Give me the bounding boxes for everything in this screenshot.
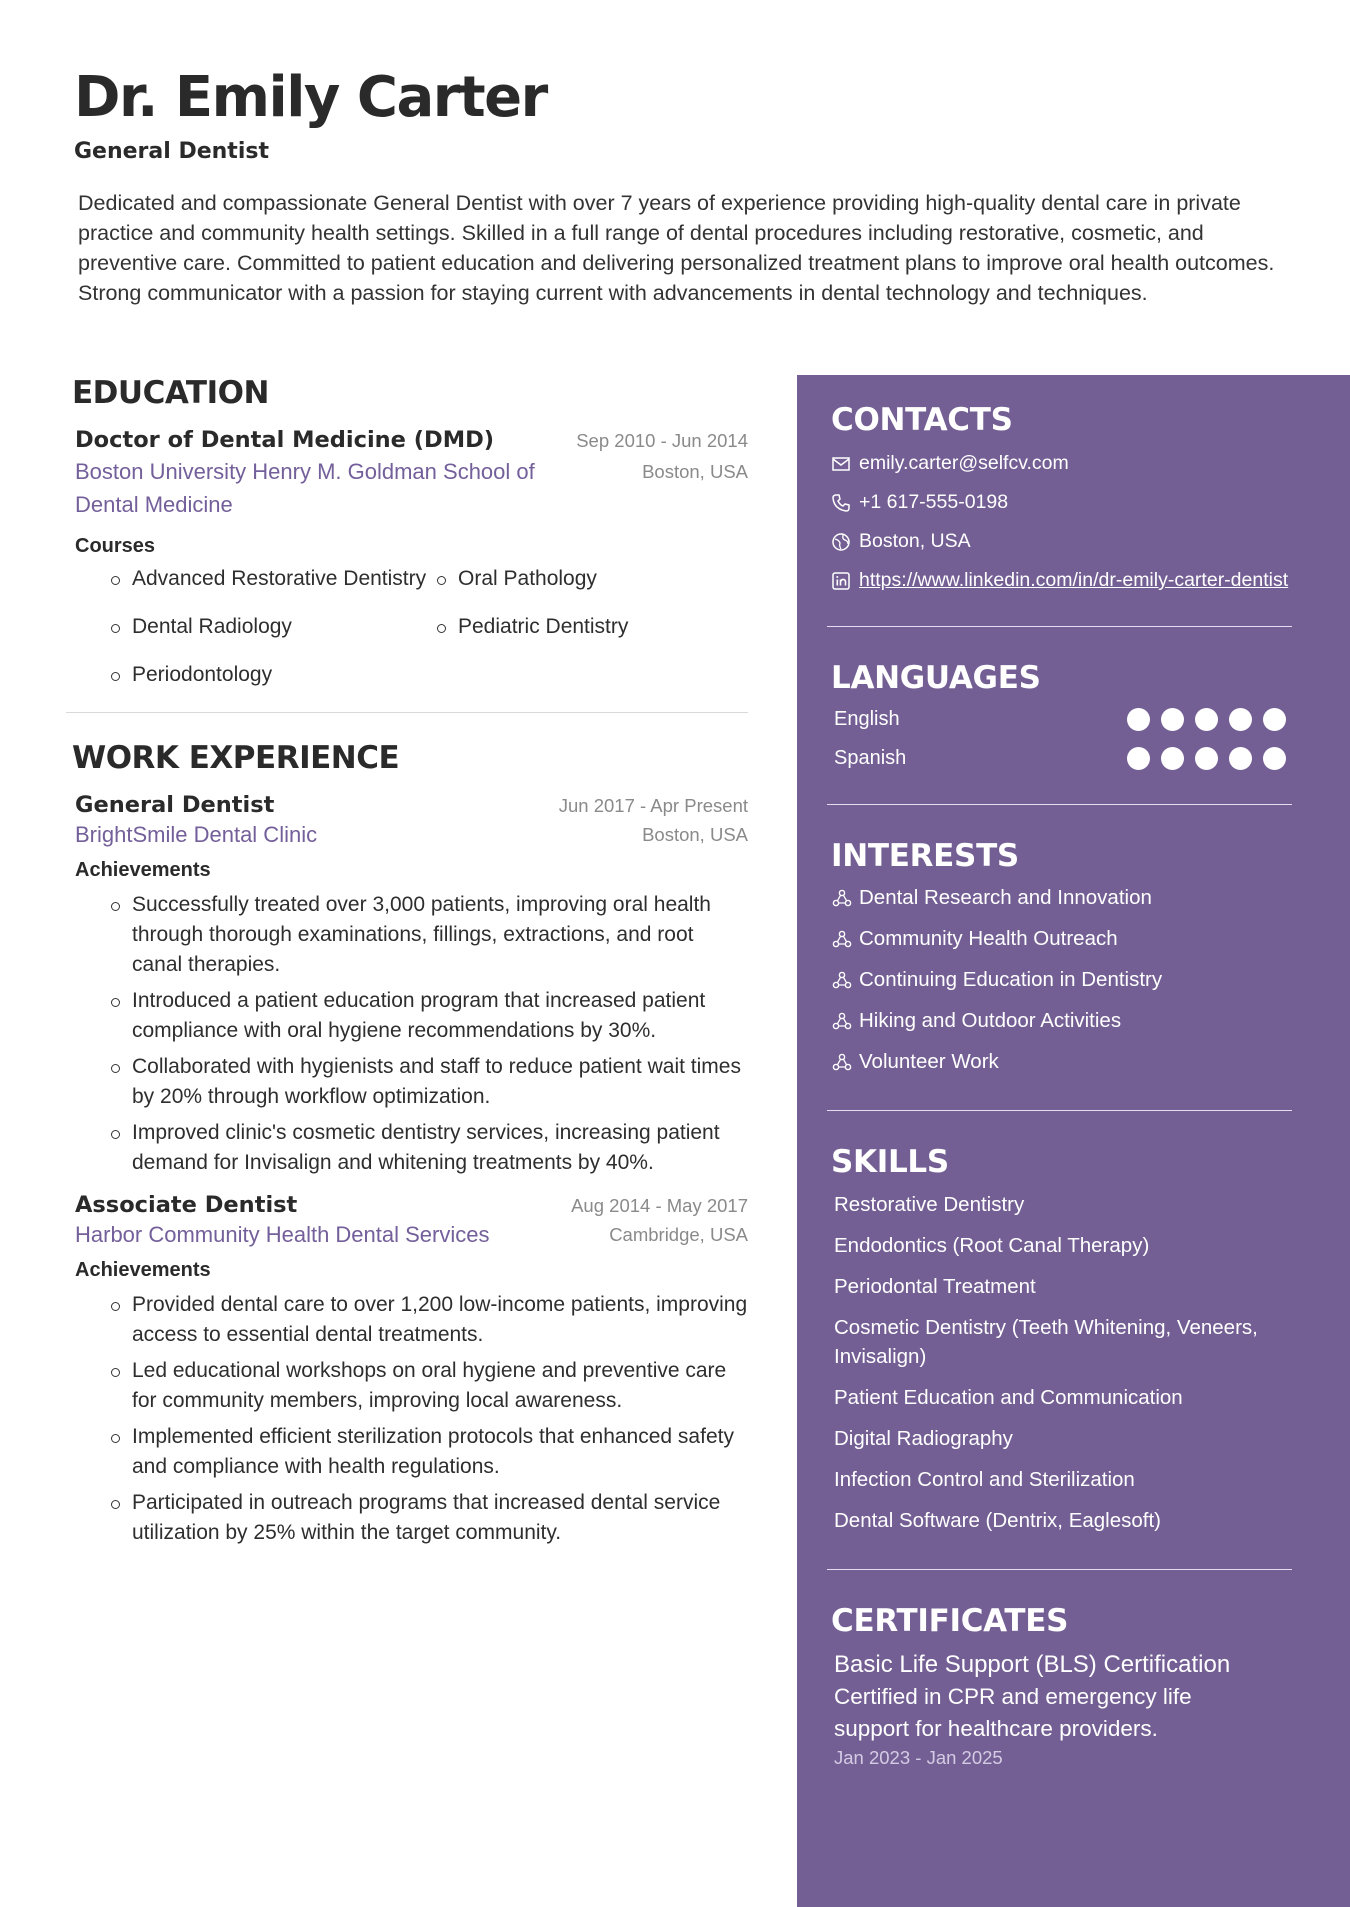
interest-label: Continuing Education in Dentistry [859,968,1163,991]
contacts-heading: CONTACTS [831,402,1013,438]
course-item: Oral Pathology [437,564,737,594]
network-icon [831,887,853,909]
globe-icon [831,532,851,552]
contacts-section [831,402,1350,594]
location-text: Boston, USA [859,530,971,552]
language-level-dots [1127,747,1286,770]
skill-item: Dental Software (Dentrix, Eaglesoft) [834,1509,1161,1532]
linkedin-icon [831,571,851,591]
language-name: English [834,708,900,730]
linkedin-link[interactable]: https://www.linkedin.com/in/dr-emily-carter-dentist [859,569,1289,591]
email-text: emily.carter@selfcv.com [859,452,1069,474]
certificates-section [831,1603,1350,1769]
languages-heading: LANGUAGES [831,660,1041,696]
achievement-item: Improved clinic's cosmetic dentistry services, increasing patient demand for Invisalign and whitening treatments by 40%. [111,1118,748,1178]
sidebar-divider [827,804,1292,805]
achievements-label: Achievements [75,859,211,881]
profile-summary: Dedicated and compassionate General Dentist with over 7 years of experience providing high-quality dental care in private practice and community health settings. Skilled in a full range of dental procedures including restorative, cosmetic, and preventive care. Committed to patient education and delivering personalized treatment plans to improve oral health outcomes. Strong communicator with a passion for staying current with advancements in dental technology and techniques. [78,191,1275,305]
course-item: Periodontology [111,660,437,690]
level-dot [1161,708,1184,731]
job-dates: Aug 2014 - May 2017 [571,1195,748,1216]
skill-item: Patient Education and Communication [834,1386,1183,1409]
network-icon [831,1051,853,1073]
phone-icon [831,493,851,513]
achievement-item: Participated in outreach programs that increased dental service utilization by 25% within the target community. [111,1488,748,1548]
achievement-item: Led educational workshops on oral hygiene and preventive care for community members, improving local awareness. [111,1356,748,1416]
sidebar-divider [827,1569,1292,1570]
course-item: Dental Radiology [111,612,437,642]
certificate-description: Certified in CPR and emergency life support for healthcare providers. [834,1684,1192,1741]
interests-heading: INTERESTS [831,838,1019,874]
level-dot [1263,747,1286,770]
interest-item [831,925,1350,953]
certificates-heading: CERTIFICATES [831,1603,1069,1639]
job-location: Cambridge, USA [609,1224,748,1245]
level-dot [1263,708,1286,731]
language-row [831,708,1286,731]
language-name: Spanish [834,747,907,769]
network-icon [831,969,853,991]
interest-item [831,1048,1350,1076]
section-divider [66,712,748,713]
degree-title: Doctor of Dental Medicine (DMD) [75,427,495,453]
level-dot [1195,747,1218,770]
skill-item: Restorative Dentistry [834,1193,1025,1216]
level-dot [1127,708,1150,731]
skills-heading: SKILLS [831,1144,949,1180]
skill-item: Digital Radiography [834,1427,1013,1450]
achievements-list [75,890,748,1178]
courses-label: Courses [75,535,156,557]
school-name: Boston University Henry M. Goldman School of Dental Medicine [75,459,535,517]
skill-item: Infection Control and Sterilization [834,1468,1135,1491]
achievement-item: Introduced a patient education program that increased patient compliance with oral hygiene recommendations by 30%. [111,986,748,1046]
education-dates: Sep 2010 - Jun 2014 [576,430,748,451]
main-column [68,375,748,1554]
skill-item: Endodontics (Root Canal Therapy) [834,1234,1150,1257]
network-icon [831,1010,853,1032]
contact-phone[interactable] [831,489,1350,516]
job-role: General Dentist [75,792,275,818]
phone-text: +1 617-555-0198 [859,491,1009,513]
interest-label: Dental Research and Innovation [859,886,1152,909]
interest-label: Volunteer Work [859,1050,999,1073]
sidebar-divider [827,626,1292,627]
level-dot [1127,747,1150,770]
achievement-item: Collaborated with hygienists and staff to reduce patient wait times by 20% through workflow optimization. [111,1052,748,1112]
contact-email[interactable] [831,450,1350,477]
candidate-title: General Dentist [74,139,269,164]
level-dot [1161,747,1184,770]
job-entry [68,792,748,1178]
interest-item [831,966,1350,994]
education-entry [68,427,748,690]
work-heading: WORK EXPERIENCE [72,740,400,776]
job-company: BrightSmile Dental Clinic [75,822,318,847]
job-company: Harbor Community Health Dental Services [75,1222,490,1247]
course-item: Pediatric Dentistry [437,612,737,642]
interest-label: Hiking and Outdoor Activities [859,1009,1122,1032]
contact-linkedin[interactable] [831,567,1350,594]
level-dot [1195,708,1218,731]
network-icon [831,928,853,950]
sidebar-divider [827,1110,1292,1111]
education-section [68,375,748,690]
mail-icon [831,454,851,474]
level-dot [1229,747,1252,770]
skill-item: Periodontal Treatment [834,1275,1036,1298]
achievement-item: Provided dental care to over 1,200 low-income patients, improving access to essential dental treatments. [111,1290,748,1350]
certificate-dates: Jan 2023 - Jan 2025 [834,1747,1003,1768]
courses-list [75,564,748,690]
job-role: Associate Dentist [75,1192,298,1218]
level-dot [1229,708,1252,731]
job-location: Boston, USA [642,824,748,845]
certificate-name: Basic Life Support (BLS) Certification [834,1651,1231,1678]
language-row [831,747,1286,770]
achievement-item: Successfully treated over 3,000 patients, improving oral health through thorough examinations, fillings, extractions, and root canal therapies. [111,890,748,980]
achievement-item: Implemented efficient sterilization protocols that enhanced safety and compliance with health regulations. [111,1422,748,1482]
course-item: Advanced Restorative Dentistry [111,564,437,594]
interests-list [831,884,1350,1076]
interest-item [831,1007,1350,1035]
interest-label: Community Health Outreach [859,927,1118,950]
education-heading: EDUCATION [72,375,269,411]
achievements-label: Achievements [75,1259,211,1281]
job-entry [68,1192,748,1548]
work-section [68,740,748,1548]
skill-item: Cosmetic Dentistry (Teeth Whitening, Veneers, Invisalign) [834,1316,1258,1368]
interests-section [831,838,1350,1076]
contact-location [831,528,1350,555]
candidate-name: Dr. Emily Carter [74,65,547,130]
interest-item [831,884,1350,912]
education-location: Boston, USA [642,461,748,482]
skills-section [831,1144,1350,1535]
languages-section [831,660,1350,770]
job-dates: Jun 2017 - Apr Present [558,795,748,816]
achievements-list [75,1290,748,1548]
sidebar [797,375,1350,1907]
language-level-dots [1127,708,1286,731]
